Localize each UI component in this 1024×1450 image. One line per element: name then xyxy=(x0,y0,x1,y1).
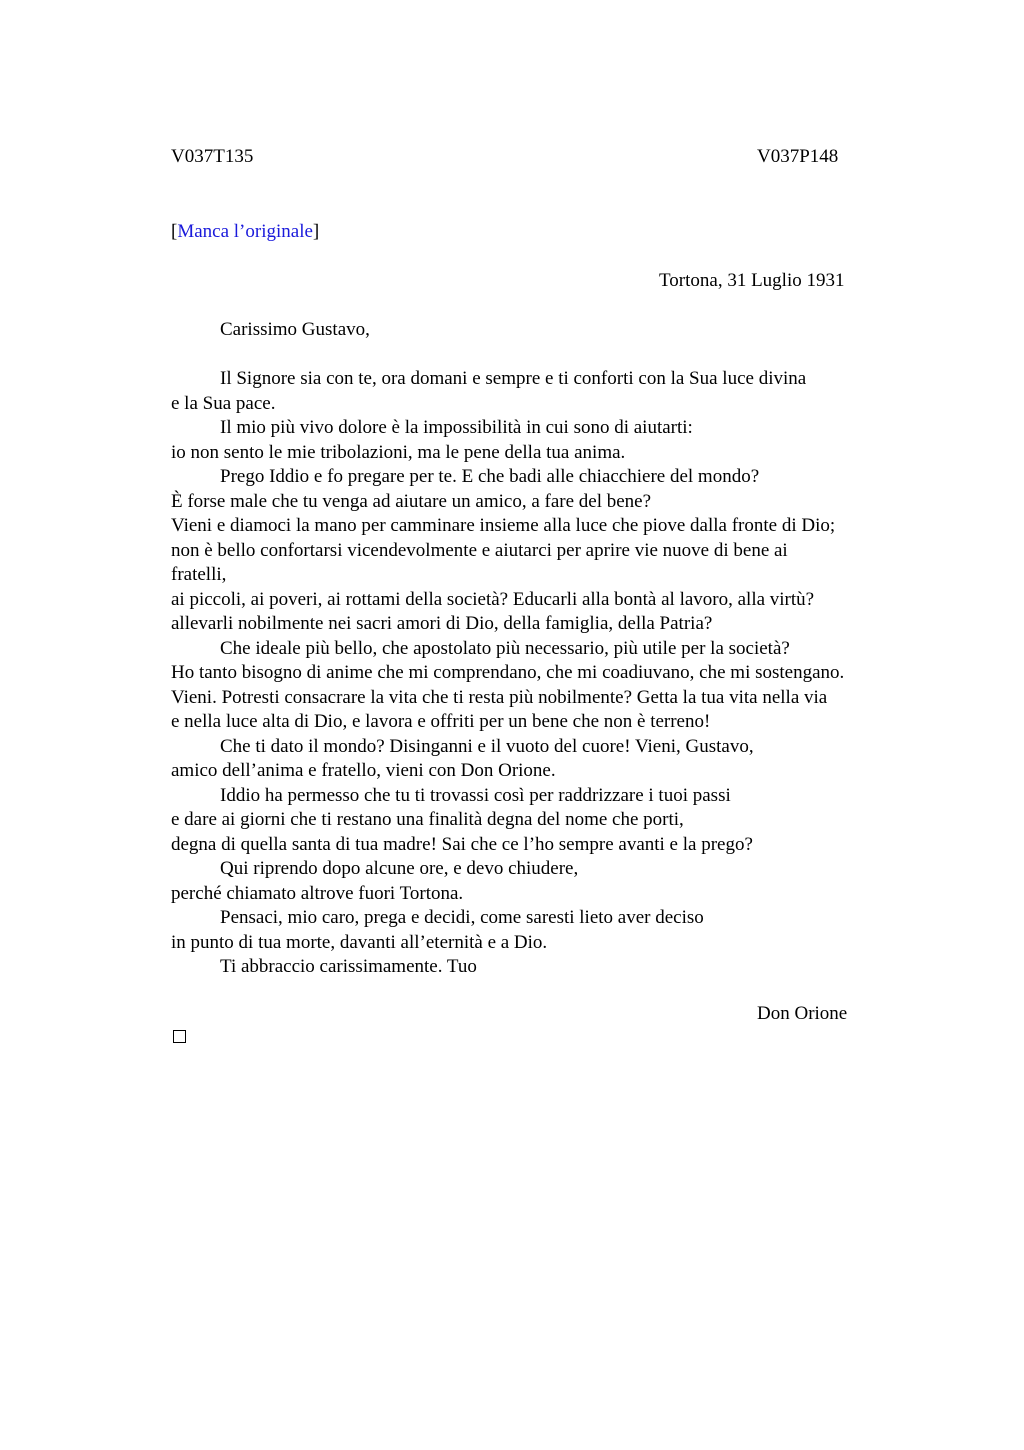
document-code-left: V037T135 xyxy=(171,146,254,167)
document-code-right: V037P148 xyxy=(757,146,839,167)
letter-line: perché chiamato altrove fuori Tortona. xyxy=(171,882,464,904)
letter-line: fratelli, xyxy=(171,564,227,585)
letter-line: io non sento le mie tribolazioni, ma le pene della tua anima. xyxy=(171,441,626,463)
missing-original-link[interactable]: Manca l’originale xyxy=(177,221,313,242)
letter-signature: Don Orione xyxy=(757,1003,848,1024)
letter-line: Ti abbraccio carissimamente. Tuo xyxy=(220,956,477,977)
letter-line: amico dell’anima e fratello, vieni con Don Orione. xyxy=(171,760,556,781)
note-close-bracket: ] xyxy=(312,221,320,242)
letter-salutation: Carissimo Gustavo, xyxy=(220,319,370,340)
letter-line: e dare ai giorni che ti restano una finalità degna del nome che porti, xyxy=(171,809,684,830)
letter-line: Qui riprendo dopo alcune ore, e devo chiudere, xyxy=(220,858,579,879)
letter-line: ai piccoli, ai poveri, ai rottami della società? Educarli alla bontà al lavoro, alla virtù? xyxy=(171,588,815,610)
letter-line: e nella luce alta di Dio, e lavora e offriti per un bene che non è terreno! xyxy=(171,711,711,732)
letter-line: Che ideale più bello, che apostolato più necessario, più utile per la società? xyxy=(220,637,790,659)
letter-line: Vieni e diamoci la mano per camminare insieme alla luce che piove dalla fronte di Dio; xyxy=(171,515,836,536)
missing-original-note xyxy=(171,221,319,243)
letter-line: non è bello confortarsi vicendevolmente e aiutarci per aprire vie nuove di bene ai xyxy=(171,539,788,561)
letter-line: Il mio più vivo dolore è la impossibilità in cui sono di aiutarti: xyxy=(220,417,693,438)
letter-line: Il Signore sia con te, ora domani e sempre e ti conforti con la Sua luce divina xyxy=(220,368,807,389)
letter-date: Tortona, 31 Luglio 1931 xyxy=(659,270,845,291)
end-of-document-box-icon xyxy=(173,1030,186,1043)
letter-line: allevarli nobilmente nei sacri amori di Dio, della famiglia, della Patria? xyxy=(171,613,713,634)
letter-line: Ho tanto bisogno di anime che mi comprendano, che mi coadiuvano, che mi sostengano. xyxy=(171,662,845,683)
letter-line: Vieni. Potresti consacrare la vita che ti resta più nobilmente? Getta la tua vita nella via xyxy=(171,686,828,708)
letter-line: È forse male che tu venga ad aiutare un amico, a fare del bene? xyxy=(171,490,652,512)
letter-line: degna di quella santa di tua madre! Sai che ce l’ho sempre avanti e la prego? xyxy=(171,833,753,855)
letter-line: in punto di tua morte, davanti all’eternità e a Dio. xyxy=(171,931,548,953)
letter-line: e la Sua pace. xyxy=(171,392,276,414)
note-open-bracket: [ xyxy=(171,221,178,242)
letter-line: Iddio ha permesso che tu ti trovassi così per raddrizzare i tuoi passi xyxy=(220,784,731,806)
letter-body xyxy=(171,367,931,980)
letter-line: Che ti dato il mondo? Disinganni e il vuoto del cuore! Vieni, Gustavo, xyxy=(220,735,754,757)
letter-line: Prego Iddio e fo pregare per te. E che badi alle chiacchiere del mondo? xyxy=(220,466,760,487)
letter-line: Pensaci, mio caro, prega e decidi, come saresti lieto aver deciso xyxy=(220,907,704,928)
